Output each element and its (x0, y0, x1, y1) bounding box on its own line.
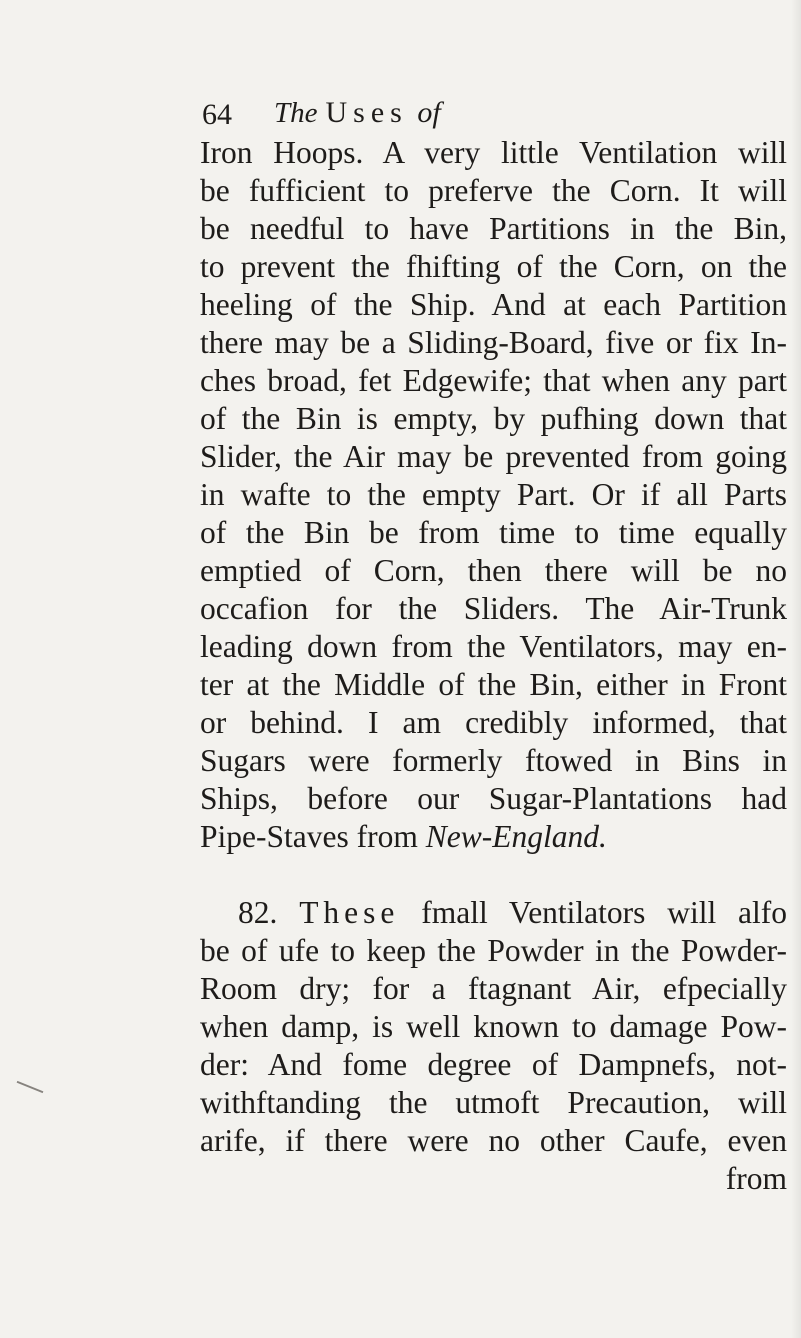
page-edge-shadow (791, 0, 801, 1338)
text-line: Sugars were formerly ftowed in Bins in (200, 743, 787, 778)
section-number: 82. (238, 895, 278, 930)
italic-place-name: New-England. (425, 819, 607, 854)
margin-ink-mark (17, 1081, 44, 1093)
text-line-last (200, 818, 787, 856)
catchword: from (725, 1161, 787, 1196)
text-line-last-prefix: Pipe-Staves from (200, 819, 426, 854)
body-text (200, 134, 787, 1198)
running-header (202, 92, 632, 136)
paragraph-2 (200, 894, 787, 1198)
text-line: emptied of Corn, then there will be no (200, 553, 787, 588)
running-title-uses: Uses (325, 96, 408, 129)
text-line: Slider, the Air may be prevented from going (200, 439, 787, 474)
running-title (274, 96, 441, 130)
text-line: be of ufe to keep the Powder in the Powder- (200, 933, 787, 968)
section-first-line (200, 894, 787, 932)
text-line: der: And fome degree of Dampnefs, not- (200, 1047, 787, 1082)
section-first-word: These (299, 895, 400, 930)
text-line: or behind. I am credibly informed, that (200, 705, 787, 740)
text-line: leading down from the Ventilators, may en- (200, 629, 787, 664)
page-number: 64 (202, 98, 232, 131)
text-line: occafion for the Sliders. The Air-Trunk (200, 591, 787, 626)
text-line: Ships, before our Sugar-Plantations had (200, 781, 787, 816)
text-line: when damp, is well known to damage Pow- (200, 1009, 787, 1044)
text-line: ter at the Middle of the Bin, either in Front (200, 667, 787, 702)
text-line: in wafte to the empty Part. Or if all Parts (200, 477, 787, 512)
text-line: arife, if there were no other Caufe, even (200, 1123, 787, 1158)
text-line: be needful to have Partitions in the Bin, (200, 211, 787, 246)
text-line: of the Bin be from time to time equally (200, 515, 787, 550)
text-line: heeling of the Ship. And at each Partition (200, 287, 787, 322)
paragraph-1 (200, 134, 787, 856)
text-line: Room dry; for a ftagnant Air, efpecially (200, 971, 787, 1006)
text-line: be fufficient to preferve the Corn. It will (200, 173, 787, 208)
running-title-the: The (274, 97, 318, 129)
text-line: of the Bin is empty, by pufhing down that (200, 401, 787, 436)
text-line: withftanding the utmoft Precaution, will (200, 1085, 787, 1120)
section-first-rest: fmall Ventilators will alfo (421, 895, 788, 930)
paragraph-gap (200, 856, 787, 894)
text-line: Iron Hoops. A very little Ventilation will (200, 135, 787, 170)
text-line: there may be a Sliding-Board, five or fix In- (200, 325, 787, 360)
text-line: ches broad, fet Edgewife; that when any part (200, 363, 787, 398)
running-title-of: of (417, 96, 441, 129)
text-line: to prevent the fhifting of the Corn, on the (200, 249, 787, 284)
